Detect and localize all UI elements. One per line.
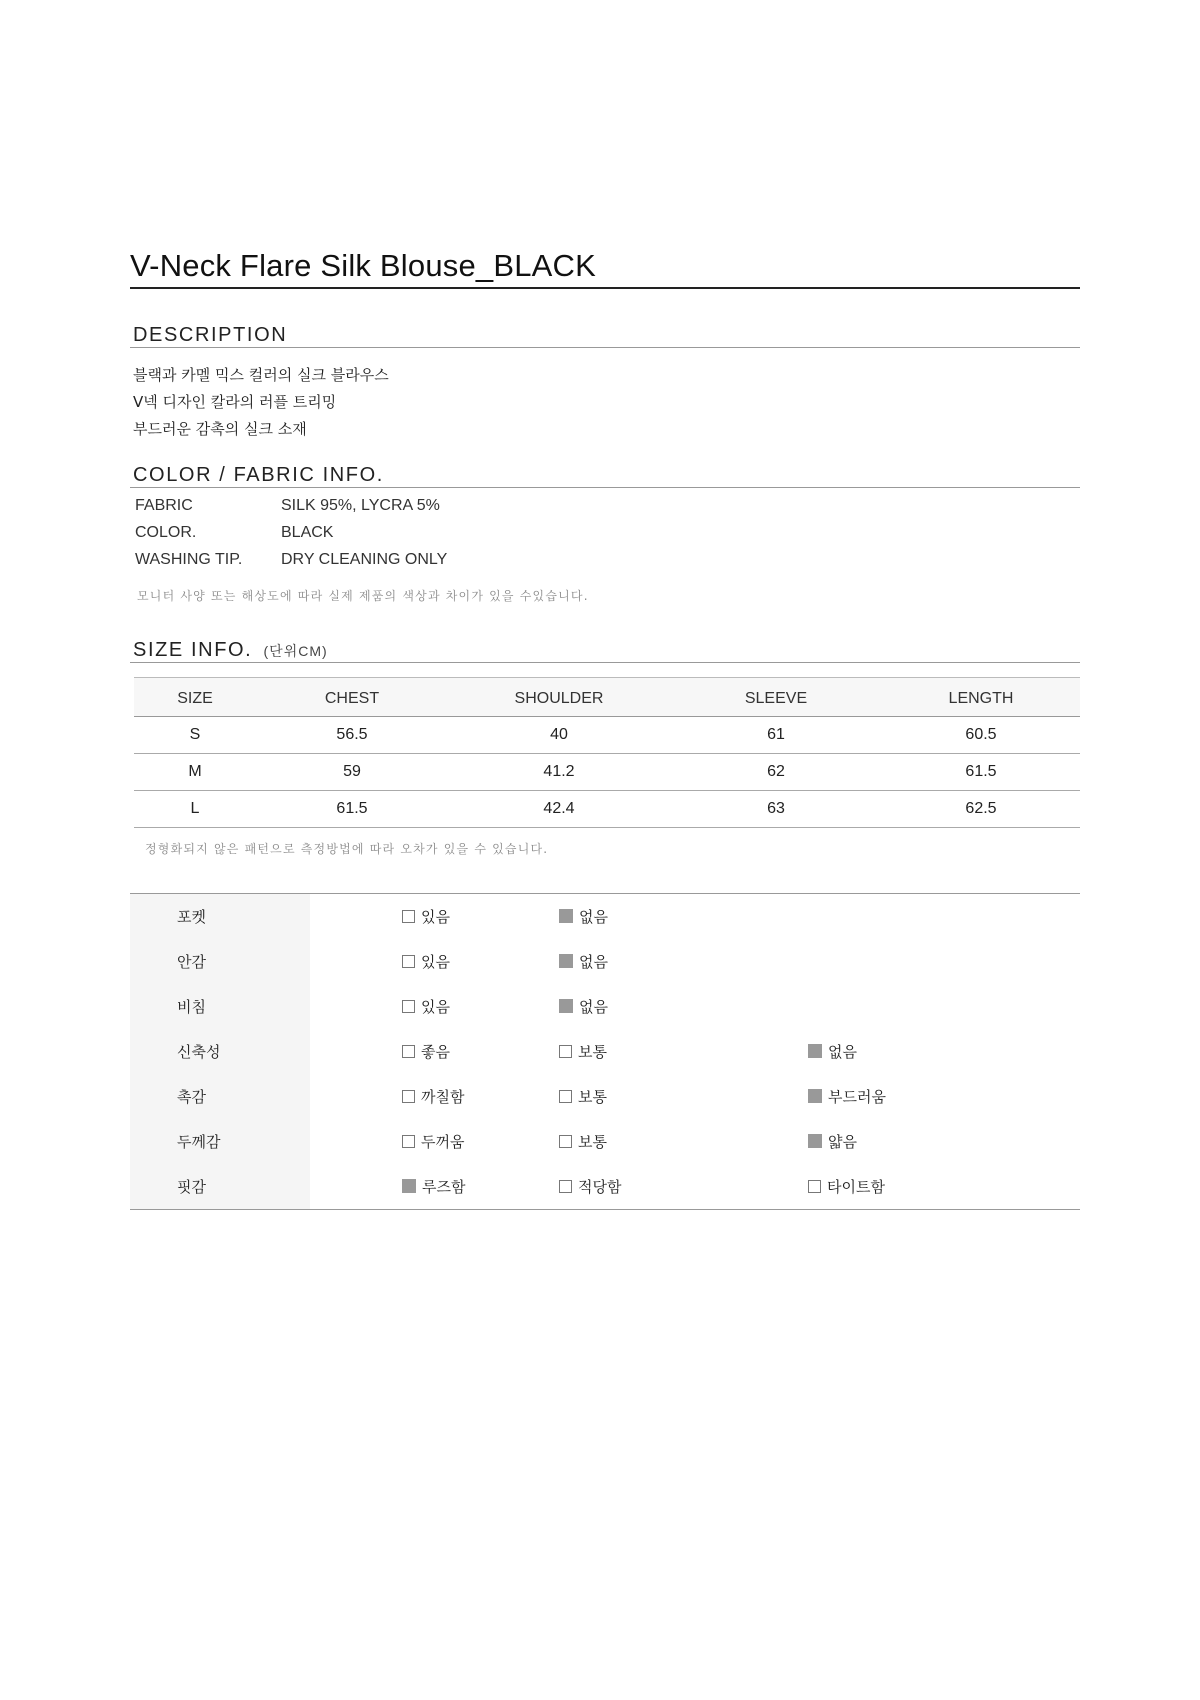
attribute-option[interactable] — [558, 1074, 807, 1119]
attribute-option[interactable] — [310, 1029, 558, 1074]
length-cell: 61.5 — [882, 754, 1080, 791]
product-detail-sheet — [130, 250, 1080, 1210]
option-label: 부드러움 — [828, 1088, 886, 1106]
option-label: 적당함 — [578, 1178, 622, 1196]
unchecked-box-icon[interactable] — [402, 1090, 415, 1103]
sleeve-cell: 63 — [670, 791, 882, 828]
table-row — [130, 984, 1080, 1029]
option-label: 없음 — [579, 908, 608, 926]
unchecked-box-icon[interactable] — [402, 1000, 415, 1013]
attribute-label: 핏감 — [130, 1164, 310, 1210]
option-label: 없음 — [579, 953, 608, 971]
attribute-option[interactable] — [807, 1029, 1080, 1074]
product-title: V-Neck Flare Silk Blouse_BLACK — [130, 250, 1080, 289]
table-row — [130, 894, 1080, 940]
attribute-label: 안감 — [130, 939, 310, 984]
checked-box-icon[interactable] — [559, 954, 573, 968]
checked-box-icon[interactable] — [808, 1044, 822, 1058]
empty-cell — [807, 984, 1080, 1029]
size-info-title: SIZE INFO. — [133, 639, 253, 661]
checked-box-icon[interactable] — [808, 1089, 822, 1103]
checked-box-icon[interactable] — [808, 1134, 822, 1148]
washing-key: WASHING TIP. — [135, 551, 243, 568]
attribute-option[interactable] — [807, 1074, 1080, 1119]
unchecked-box-icon[interactable] — [559, 1180, 572, 1193]
attribute-option[interactable] — [310, 894, 558, 940]
attribute-option[interactable] — [558, 1029, 807, 1074]
sleeve-cell: 61 — [670, 717, 882, 754]
option-label: 얇음 — [828, 1133, 857, 1151]
attribute-option[interactable] — [807, 1119, 1080, 1164]
length-cell: 62.5 — [882, 791, 1080, 828]
description-lines — [130, 362, 1080, 443]
chest-cell: 61.5 — [256, 791, 448, 828]
table-row — [130, 1029, 1080, 1074]
unchecked-box-icon[interactable] — [402, 955, 415, 968]
option-label: 보통 — [578, 1043, 607, 1061]
checked-box-icon[interactable] — [559, 909, 573, 923]
option-label: 보통 — [578, 1088, 607, 1106]
table-row — [130, 1164, 1080, 1210]
chest-cell: 56.5 — [256, 717, 448, 754]
col-length: LENGTH — [882, 678, 1080, 717]
size-cell: M — [134, 754, 256, 791]
table-row — [134, 791, 1080, 828]
size-table-header — [134, 678, 1080, 717]
unchecked-box-icon[interactable] — [808, 1180, 821, 1193]
size-cell: L — [134, 791, 256, 828]
attribute-option[interactable] — [310, 1074, 558, 1119]
fabric-info-list — [130, 492, 1080, 573]
description-line: 부드러운 감촉의 실크 소재 — [133, 420, 307, 438]
description-line: 블랙과 카멜 믹스 컬러의 실크 블라우스 — [133, 366, 389, 384]
attribute-table — [130, 893, 1080, 1210]
attribute-label: 촉감 — [130, 1074, 310, 1119]
attribute-label: 포켓 — [130, 894, 310, 940]
col-shoulder: SHOULDER — [448, 678, 670, 717]
attribute-option[interactable] — [558, 984, 807, 1029]
option-label: 있음 — [421, 953, 450, 971]
washing-row — [130, 546, 1080, 573]
option-label: 없음 — [828, 1043, 857, 1061]
option-label: 보통 — [578, 1133, 607, 1151]
washing-value: DRY CLEANING ONLY — [281, 551, 448, 568]
option-label: 있음 — [421, 908, 450, 926]
fabric-row — [130, 492, 1080, 519]
table-row — [130, 1119, 1080, 1164]
table-row — [130, 939, 1080, 984]
option-label: 좋음 — [421, 1043, 450, 1061]
empty-cell — [807, 894, 1080, 940]
chest-cell: 59 — [256, 754, 448, 791]
table-row — [130, 1074, 1080, 1119]
attribute-option[interactable] — [310, 1164, 558, 1210]
option-label: 타이트함 — [827, 1178, 885, 1196]
empty-cell — [807, 939, 1080, 984]
color-row — [130, 519, 1080, 546]
size-table — [134, 677, 1080, 828]
unchecked-box-icon[interactable] — [559, 1090, 572, 1103]
fabric-value: SILK 95%, LYCRA 5% — [281, 497, 440, 514]
table-row — [134, 754, 1080, 791]
length-cell: 60.5 — [882, 717, 1080, 754]
attribute-option[interactable] — [558, 939, 807, 984]
description-heading: DESCRIPTION — [130, 325, 1080, 348]
checked-box-icon[interactable] — [402, 1179, 416, 1193]
description-line: V넥 디자인 칼라의 러플 트리밍 — [133, 393, 337, 411]
attribute-label: 비침 — [130, 984, 310, 1029]
fabric-info-heading: COLOR / FABRIC INFO. — [130, 465, 1080, 488]
unchecked-box-icon[interactable] — [402, 910, 415, 923]
attribute-label: 신축성 — [130, 1029, 310, 1074]
unchecked-box-icon[interactable] — [559, 1135, 572, 1148]
attribute-option[interactable] — [310, 939, 558, 984]
shoulder-cell: 40 — [448, 717, 670, 754]
shoulder-cell: 42.4 — [448, 791, 670, 828]
shoulder-cell: 41.2 — [448, 754, 670, 791]
attribute-option[interactable] — [558, 1164, 807, 1210]
col-size: SIZE — [134, 678, 256, 717]
col-chest: CHEST — [256, 678, 448, 717]
option-label: 있음 — [421, 998, 450, 1016]
option-label: 까칠함 — [421, 1088, 465, 1106]
color-disclaimer: 모니터 사양 또는 해상도에 따라 실제 제품의 색상과 차이가 있을 수있습니다. — [137, 589, 589, 603]
sleeve-cell: 62 — [670, 754, 882, 791]
attribute-option[interactable] — [558, 1119, 807, 1164]
color-key: COLOR. — [135, 524, 197, 541]
size-unit: (단위CM) — [263, 643, 328, 659]
unchecked-box-icon[interactable] — [402, 1135, 415, 1148]
attribute-option[interactable] — [807, 1164, 1080, 1210]
attribute-option[interactable] — [310, 1119, 558, 1164]
col-sleeve: SLEEVE — [670, 678, 882, 717]
table-row — [134, 717, 1080, 754]
color-value: BLACK — [281, 524, 334, 541]
unchecked-box-icon[interactable] — [559, 1045, 572, 1058]
option-label: 루즈함 — [422, 1178, 466, 1196]
option-label: 두꺼움 — [421, 1133, 465, 1151]
attribute-label: 두께감 — [130, 1119, 310, 1164]
measurement-disclaimer: 정형화되지 않은 패턴으로 측정방법에 따라 오차가 있을 수 있습니다. — [145, 842, 549, 856]
fabric-key: FABRIC — [135, 497, 193, 514]
size-cell: S — [134, 717, 256, 754]
option-label: 없음 — [579, 998, 608, 1016]
attribute-option[interactable] — [310, 984, 558, 1029]
checked-box-icon[interactable] — [559, 999, 573, 1013]
unchecked-box-icon[interactable] — [402, 1045, 415, 1058]
size-info-heading — [130, 640, 1080, 663]
attribute-option[interactable] — [558, 894, 807, 940]
